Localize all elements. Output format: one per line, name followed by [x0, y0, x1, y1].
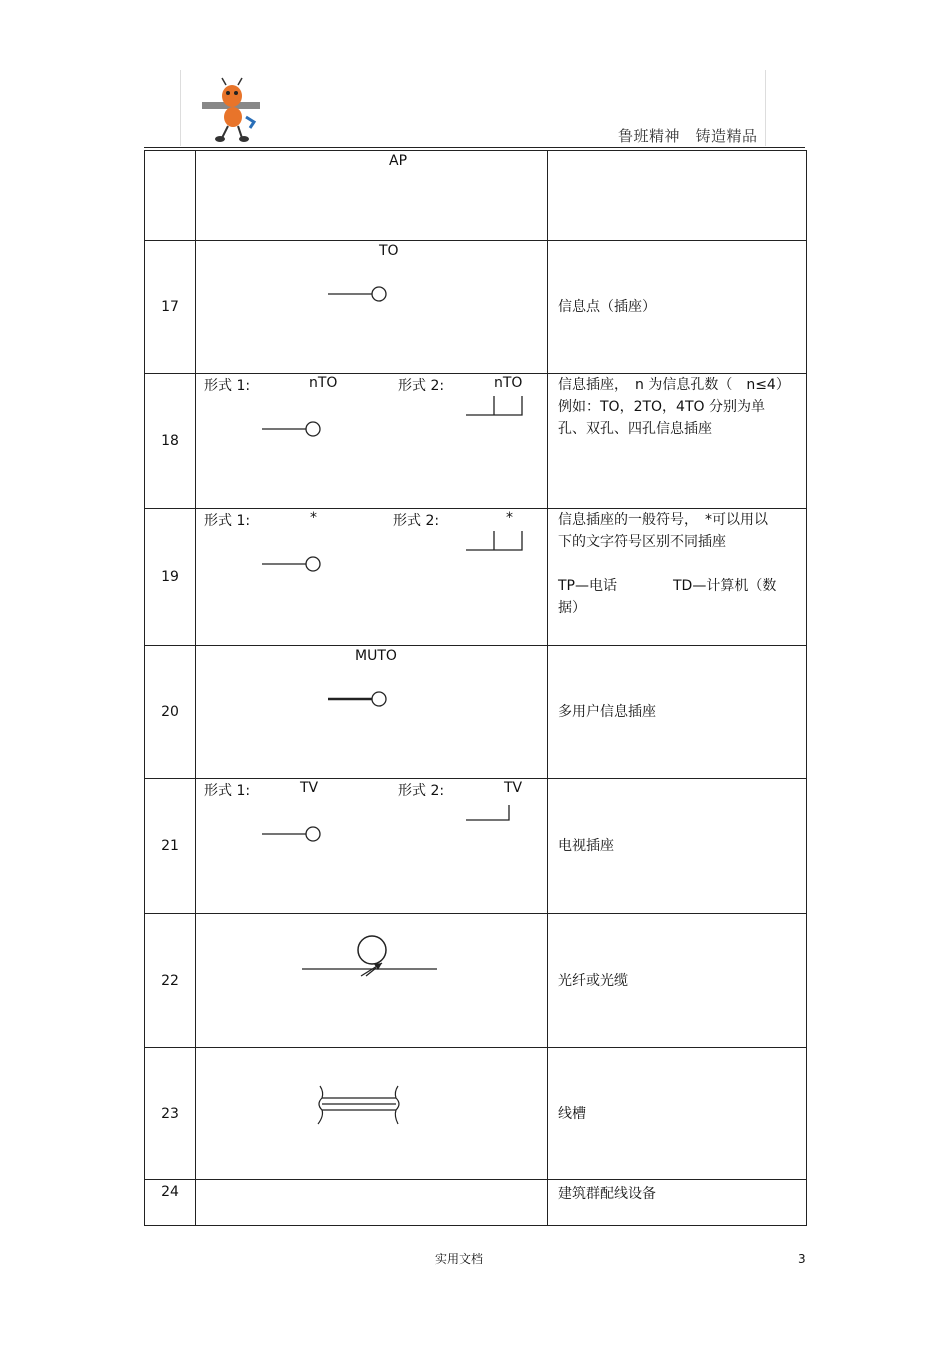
- outlet-symbol: [196, 374, 547, 509]
- description-line: [558, 575, 796, 597]
- description-cell: [548, 1048, 807, 1180]
- table-row: [145, 151, 807, 241]
- row-number: 19: [145, 509, 196, 646]
- row-number: 18: [145, 374, 196, 509]
- description-line: 例如：TO，2TO，4TO 分别为单: [558, 399, 765, 415]
- header-line: [144, 147, 805, 148]
- description-cell: [548, 779, 807, 914]
- symbol-label: TO: [379, 243, 399, 259]
- description-line: 建筑群配线设备: [558, 1186, 656, 1202]
- symbol-label: nTO: [494, 375, 523, 391]
- ant-mascot-logo: [196, 72, 266, 144]
- multi-user-outlet-symbol: [196, 646, 547, 779]
- symbol-label: TV: [300, 780, 319, 796]
- description-line: 多用户信息插座: [558, 704, 656, 720]
- symbol-label: MUTO: [355, 648, 397, 664]
- tv-outlet-symbol: [196, 779, 547, 914]
- form1-label: 形式 1:: [204, 378, 251, 394]
- symbol-label: nTO: [309, 375, 338, 391]
- description-line: 光纤或光缆: [558, 972, 628, 989]
- description-cell: [548, 151, 807, 241]
- description-line: 线槽: [558, 1105, 586, 1122]
- table-row: [145, 509, 807, 646]
- symbol-table: [144, 150, 807, 1226]
- outlet-symbol: [196, 509, 547, 646]
- symbol-label: *: [310, 510, 317, 526]
- tp-text: TP—电话: [558, 578, 617, 594]
- row-number: 21: [145, 779, 196, 914]
- header-motto: 鲁班精神 铸造精品: [618, 127, 758, 145]
- symbol-cell: [196, 1180, 548, 1226]
- footer-text: 实用文档: [435, 1252, 484, 1266]
- cable-trunking-symbol: [196, 1048, 547, 1180]
- table-row: [145, 1180, 807, 1226]
- table-row: [145, 1048, 807, 1180]
- description-cell: [548, 374, 807, 509]
- symbol-cell: [196, 151, 548, 241]
- form1-label: 形式 1:: [204, 513, 251, 529]
- description-line: 据）: [558, 600, 586, 616]
- table-row: [145, 646, 807, 779]
- page-number: 3: [798, 1252, 806, 1266]
- symbol-cell: [196, 1048, 548, 1180]
- row-number: 17: [145, 241, 196, 374]
- row-number: 20: [145, 646, 196, 779]
- form1-label: 形式 1:: [204, 783, 251, 799]
- form2-label: 形式 2:: [393, 513, 440, 529]
- row-number: [145, 151, 196, 241]
- table-row: [145, 914, 807, 1048]
- description-line: 孔、双孔、四孔信息插座: [558, 421, 712, 437]
- header-rule-left: [180, 70, 181, 146]
- td-text: TD—计算机（数: [673, 578, 777, 594]
- description-cell: [548, 241, 807, 374]
- description-line: 信息插座的一般符号， *可以用以: [558, 512, 768, 528]
- symbol-cell: [196, 914, 548, 1048]
- symbol-label: AP: [389, 153, 408, 169]
- row-number: 23: [145, 1048, 196, 1180]
- description-line: 下的文字符号区别不同插座: [558, 534, 726, 550]
- description-cell: [548, 646, 807, 779]
- description-cell: [548, 1180, 807, 1226]
- table-row: [145, 241, 807, 374]
- symbol-label: *: [506, 510, 513, 526]
- symbol-label: TV: [504, 780, 523, 796]
- form2-label: 形式 2:: [398, 783, 445, 799]
- symbol-cell: [196, 241, 548, 374]
- symbol-cell: [196, 509, 548, 646]
- header-rule-right: [765, 70, 766, 146]
- symbol-cell: [196, 374, 548, 509]
- description-line: 电视插座: [558, 838, 614, 854]
- row-number: 22: [145, 914, 196, 1048]
- row-number: 24: [145, 1180, 196, 1226]
- symbol-cell: [196, 779, 548, 914]
- description-cell: [548, 914, 807, 1048]
- outlet-symbol: [196, 241, 547, 374]
- form2-label: 形式 2:: [398, 378, 445, 394]
- symbol-cell: [196, 646, 548, 779]
- description-line: 信息点（插座）: [558, 299, 656, 315]
- description-line: 信息插座， n 为信息孔数（ n≤4）: [558, 377, 790, 393]
- table-row: [145, 374, 807, 509]
- optical-fiber-symbol: [196, 914, 547, 1048]
- description-cell: [548, 509, 807, 646]
- table-row: [145, 779, 807, 914]
